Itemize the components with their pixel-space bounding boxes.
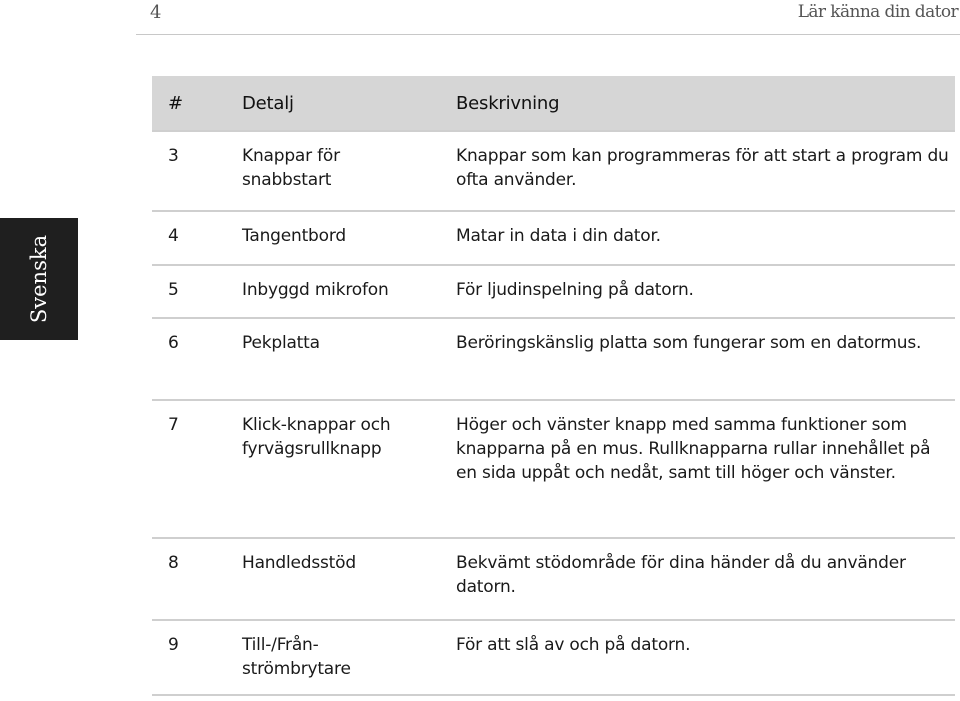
row-detail: Till-/Från-strömbrytare	[242, 635, 351, 679]
row-detail: Inbyggd mikrofon	[242, 280, 389, 300]
row-detail: Klick-knappar och fyrvägsrullknapp	[242, 415, 391, 459]
row-description: Bekvämt stödområde för dina händer då du använder datorn.	[456, 553, 906, 597]
row-number: 5	[168, 280, 179, 300]
row-description: Knappar som kan programmeras för att start a program du ofta använder.	[456, 146, 949, 190]
row-description: Beröringskänslig platta som fungerar som en datormus.	[456, 333, 922, 353]
page-number: 4	[150, 2, 162, 23]
row-number: 9	[168, 635, 179, 655]
row-detail: Handledsstöd	[242, 553, 356, 573]
row-number: 8	[168, 553, 179, 573]
table-row	[152, 264, 955, 317]
language-tab-label: Svenska	[27, 234, 52, 324]
detail-table	[152, 76, 955, 696]
row-number: 7	[168, 415, 179, 435]
column-header-number: #	[168, 92, 184, 114]
row-description: Höger och vänster knapp med samma funktioner som knapparna på en mus. Rullknapparna rullar innehållet på en sida uppåt och nedåt, samt till höger och vänster.	[456, 415, 931, 483]
language-tab	[0, 218, 78, 340]
table-row	[152, 537, 955, 619]
row-description: Matar in data i din dator.	[456, 226, 661, 246]
table-header-row	[152, 76, 955, 130]
row-detail: Pekplatta	[242, 333, 320, 353]
row-detail: Knappar för snabbstart	[242, 146, 340, 190]
column-header-detail: Detalj	[242, 92, 294, 114]
table-row	[152, 130, 955, 210]
row-number: 6	[168, 333, 179, 353]
row-detail: Tangentbord	[242, 226, 346, 246]
header-rule	[136, 34, 960, 35]
table-row	[152, 399, 955, 537]
row-number: 3	[168, 146, 179, 166]
running-header: Lär känna din dator	[797, 2, 958, 22]
column-header-description: Beskrivning	[456, 92, 560, 114]
table-row	[152, 210, 955, 264]
table-row	[152, 619, 955, 696]
row-description: För att slå av och på datorn.	[456, 635, 691, 655]
row-description: För ljudinspelning på datorn.	[456, 280, 694, 300]
row-number: 4	[168, 226, 179, 246]
table-row	[152, 317, 955, 399]
